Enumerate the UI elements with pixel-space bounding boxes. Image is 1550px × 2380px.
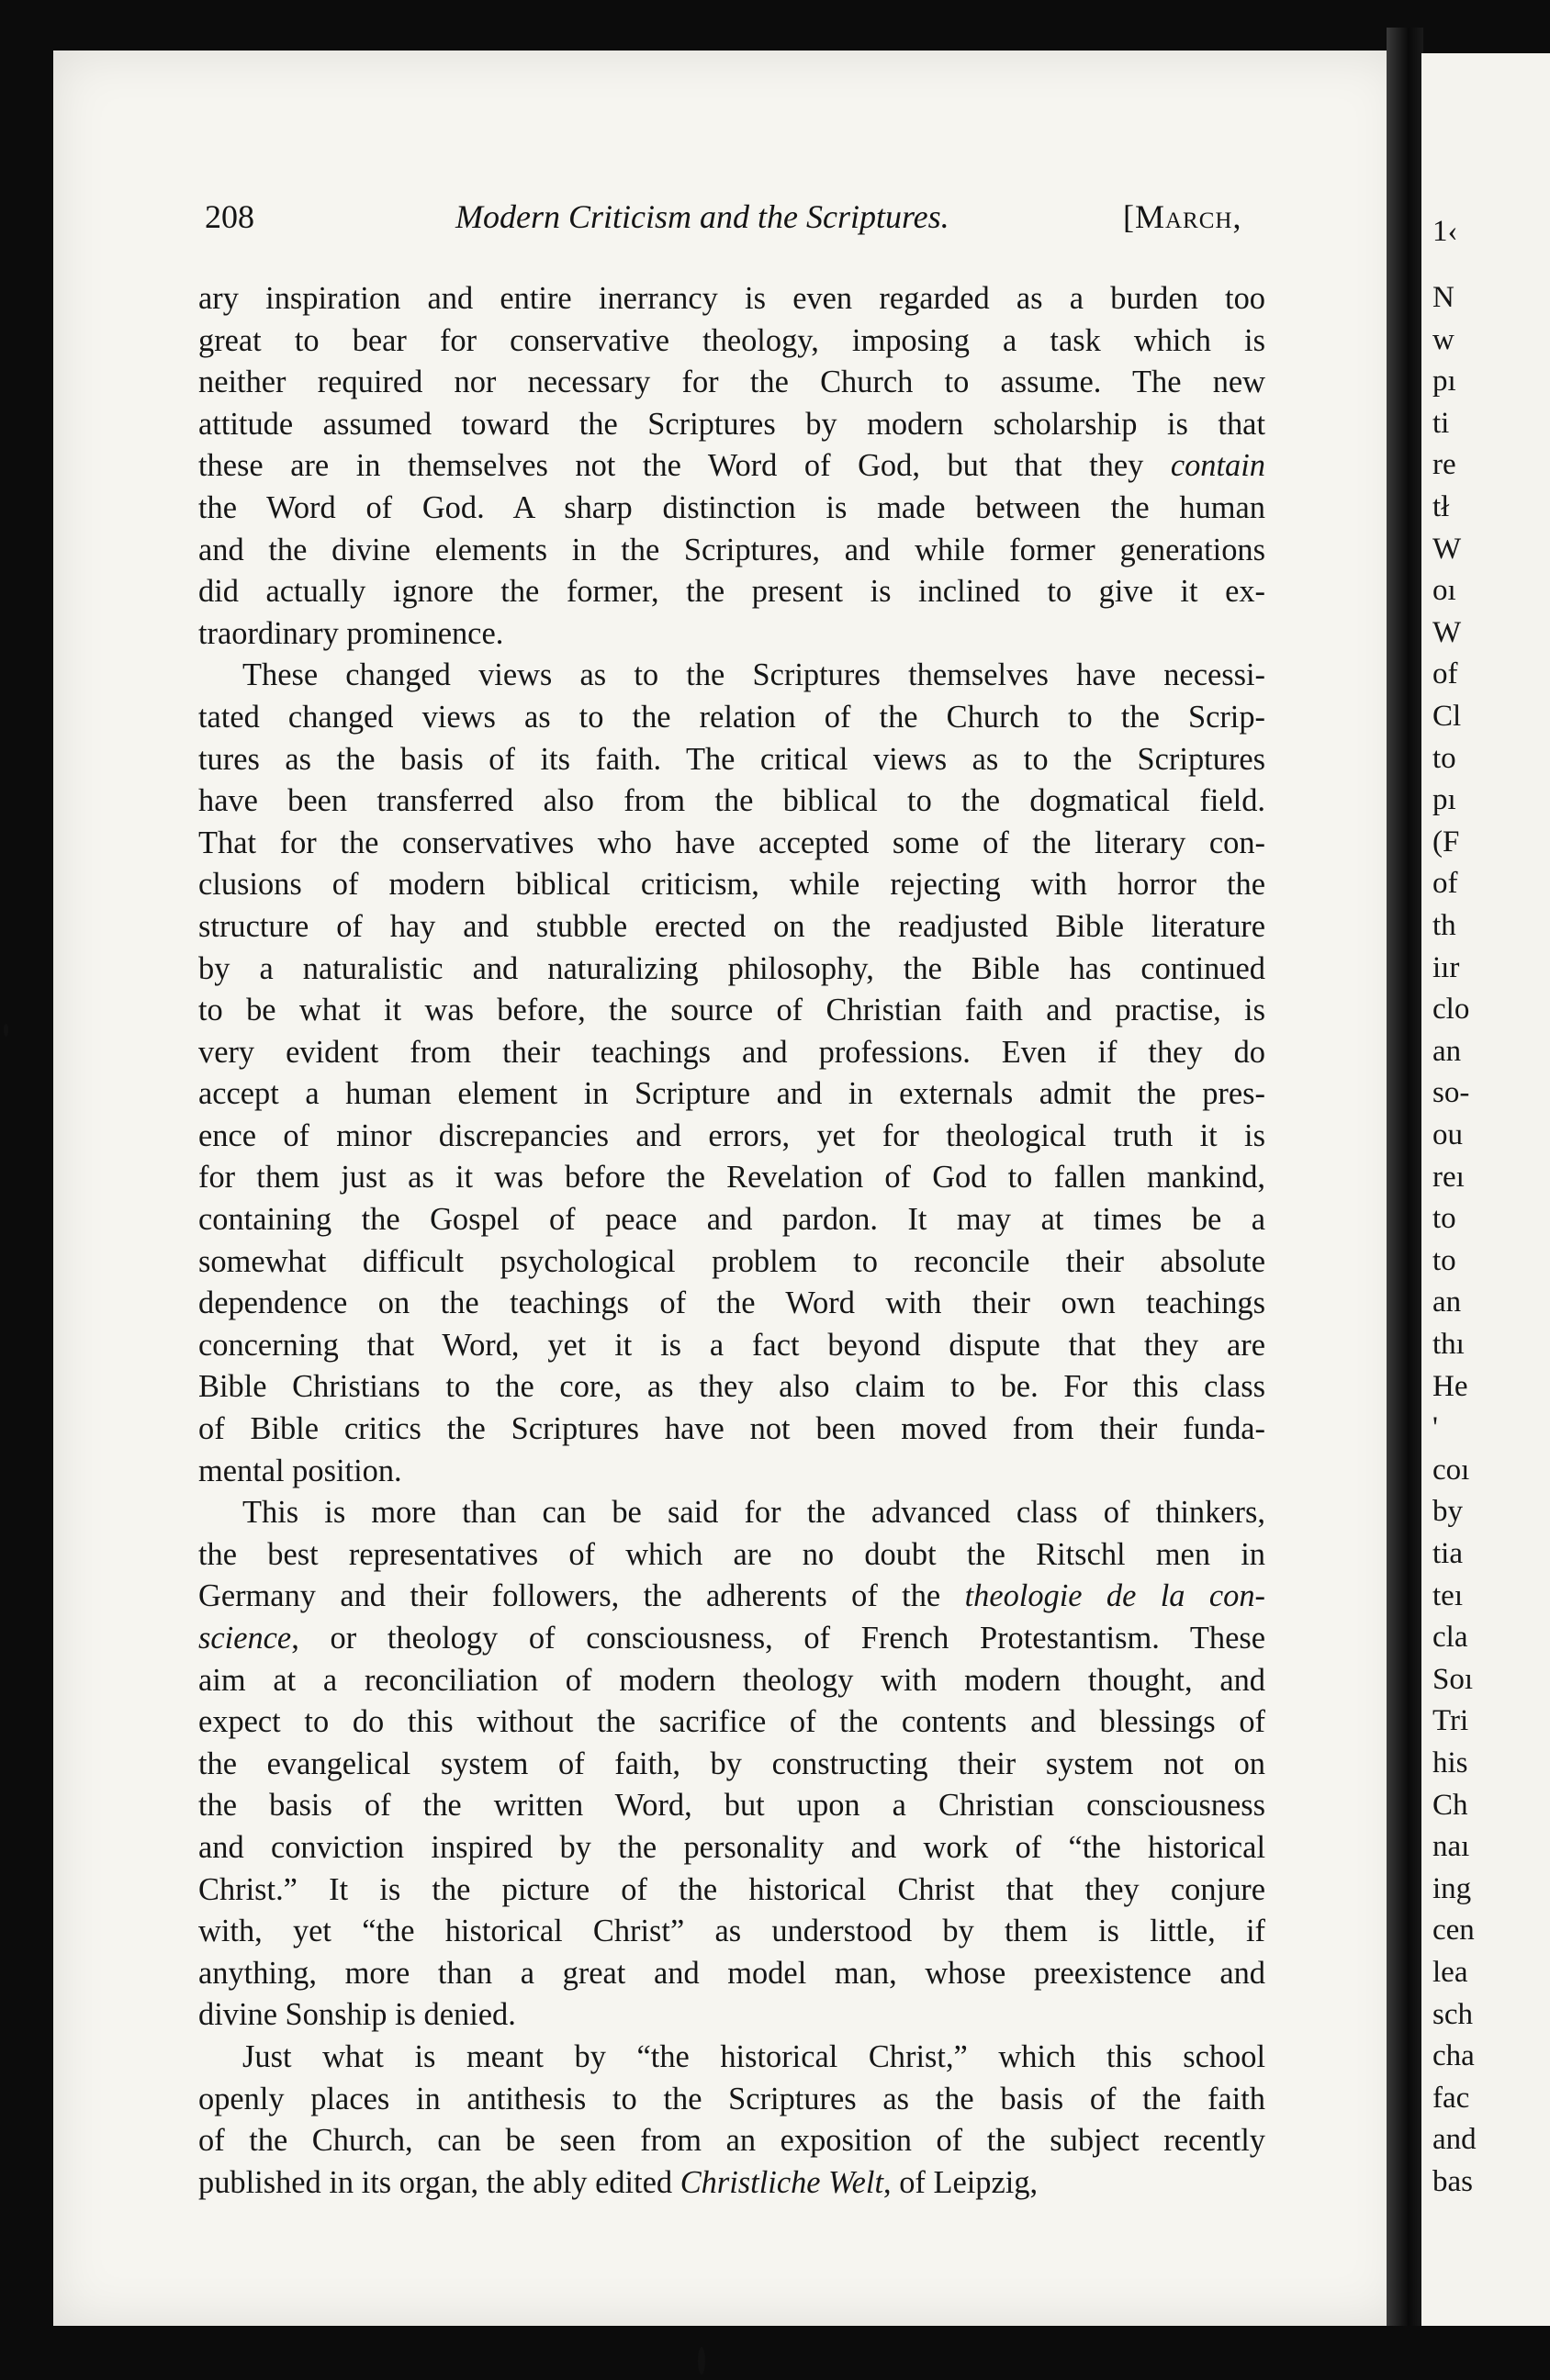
facing-page-fragment: W: [1432, 532, 1462, 566]
facing-page-fragment: w: [1432, 322, 1455, 356]
facing-page-fragment: (F: [1432, 825, 1460, 859]
text-line: these are in themselves not the Word of God, but that they contain: [198, 448, 1265, 484]
running-title: Modern Criticism and the Scriptures.: [455, 198, 949, 235]
facing-page-fragment: N: [1432, 281, 1455, 314]
text-line: containing the Gospel of peace and pardon. It may at times be a: [198, 1202, 1265, 1238]
text-line: ary inspiration and entire inerrancy is even regarded as a burden too: [198, 281, 1265, 316]
text-line: mental position.: [198, 1453, 402, 1488]
text-line: These changed views as to the Scriptures themselves have necessi-: [242, 657, 1265, 693]
text-line: That for the conservatives who have accepted some of the literary con-: [198, 825, 1265, 860]
facing-page-fragment: to: [1432, 1202, 1456, 1236]
text-line: structure of hay and stubble erected on the readjusted Bible literature: [198, 908, 1265, 944]
text-line: published in its organ, the ably edited Christliche Welt, of Leipzig,: [198, 2164, 1039, 2200]
facing-page-fragment: 1‹: [1432, 215, 1458, 248]
facing-page-fragment: re: [1432, 448, 1456, 482]
text-line: Just what is meant by “the historical Christ,” which this school: [242, 2038, 1265, 2074]
facing-page-fragment: tł: [1432, 490, 1450, 523]
text-line: anything, more than a great and model man, whose preexistence and: [198, 1955, 1265, 1991]
facing-page-fragment: to: [1432, 1243, 1456, 1277]
scan-speck: [4, 1024, 8, 1037]
text-line: and the divine elements in the Scriptures, and while former generations: [198, 532, 1265, 567]
facing-page-fragment: sch: [1432, 1997, 1473, 2031]
text-line: the Word of God. A sharp distinction is made between the human: [198, 489, 1265, 525]
facing-page-fragment: bas: [1432, 2165, 1473, 2198]
facing-page-fragment: Ch: [1432, 1788, 1468, 1822]
facing-page-fragment: oı: [1432, 574, 1456, 608]
text-line: clusions of modern biblical criticism, while rejecting with horror the: [198, 867, 1265, 903]
facing-page-fragment: th: [1432, 909, 1456, 942]
text-line: dependence on the teachings of the Word with their own teachings: [198, 1285, 1265, 1321]
text-line: the basis of the written Word, but upon a Christian consciousness: [198, 1788, 1265, 1824]
paragraph: [198, 2037, 1265, 2204]
text-line: concerning that Word, yet it is a fact beyond dispute that they are: [198, 1327, 1265, 1363]
text-line: for them just as it was before the Revelation of God to fallen mankind,: [198, 1160, 1265, 1196]
text-line: the evangelical system of faith, by constructing their system not on: [198, 1746, 1265, 1781]
facing-page-fragment: ou: [1432, 1118, 1463, 1151]
text-line: traordinary prominence.: [198, 615, 504, 651]
facing-page-fragment: so-: [1432, 1076, 1470, 1110]
text-line: of the Church, can be seen from an exposition of the subject recently: [198, 2123, 1265, 2159]
text-line: openly places in antithesis to the Scriptures as the basis of the faith: [198, 2081, 1265, 2116]
text-line: Germany and their followers, the adherents of the theologie de la con-: [198, 1578, 1265, 1614]
facing-page-fragment: ti: [1432, 406, 1450, 440]
text-line: Christ.” It is the picture of the historical Christ that they conjure: [198, 1871, 1265, 1907]
text-line: tures as the basis of its faith. The critical views as to the Scriptures: [198, 741, 1265, 777]
facing-page-fragment: Tri: [1432, 1704, 1469, 1738]
book-gutter: [1387, 28, 1423, 2351]
facing-page-fragment: ': [1432, 1411, 1438, 1445]
facing-page-fragment: coı: [1432, 1453, 1470, 1487]
facing-page-fragment: He: [1432, 1369, 1468, 1403]
facing-page-fragment: fac: [1432, 2081, 1470, 2115]
page-number: 208: [205, 198, 254, 235]
scan-bottom-border: [0, 2326, 1550, 2380]
text-line: somewhat difficult psychological problem to reconcile their absolute: [198, 1243, 1265, 1279]
facing-page-fragment: cen: [1432, 1914, 1475, 1948]
facing-page-fragment: by: [1432, 1495, 1463, 1529]
paragraph: [198, 1492, 1265, 2037]
text-line: with, yet “the historical Christ” as understood by them is little, if: [198, 1914, 1265, 1949]
facing-page-fragment: thı: [1432, 1328, 1465, 1361]
facing-page-fragment: lea: [1432, 1956, 1468, 1989]
text-line: aim at a reconciliation of modern theology with modern thought, and: [198, 1662, 1265, 1698]
facing-page-fragment: Cl: [1432, 700, 1462, 733]
text-line: and conviction inspired by the personality and work of “the historical: [198, 1829, 1265, 1865]
text-line: attitude assumed toward the Scriptures by modern scholarship is that: [198, 406, 1265, 442]
facing-page-fragment: of: [1432, 657, 1458, 691]
text-line: by a naturalistic and naturalizing philosophy, the Bible has continued: [198, 950, 1265, 986]
text-line: have been transferred also from the biblical to the dogmatical field.: [198, 783, 1265, 819]
facing-page-fragment: ing: [1432, 1871, 1472, 1905]
facing-page-fragment: an: [1432, 1034, 1462, 1068]
text-line: very evident from their teachings and professions. Even if they do: [198, 1034, 1265, 1070]
facing-page-fragment: reı: [1432, 1160, 1465, 1194]
text-line: ence of minor discrepancies and errors, yet for theological truth it is: [198, 1117, 1265, 1153]
text-line: accept a human element in Scripture and in externals admit the pres-: [198, 1076, 1265, 1112]
facing-page-fragment: teı: [1432, 1578, 1463, 1612]
facing-page-fragment: tia: [1432, 1537, 1463, 1570]
facing-page-fragment: iır: [1432, 950, 1460, 984]
facing-page-fragment: cha: [1432, 2039, 1475, 2073]
text-line: of Bible critics the Scriptures have not been moved from their funda-: [198, 1411, 1265, 1447]
facing-page-fragment: Soı: [1432, 1662, 1474, 1696]
text-line: Bible Christians to the core, as they also claim to be. For this class: [198, 1369, 1265, 1405]
facing-page-fragment: W: [1432, 615, 1462, 649]
running-head: [205, 197, 1263, 249]
text-line: neither required nor necessary for the Church to assume. The new: [198, 365, 1265, 400]
text-line: the best representatives of which are no doubt the Ritschl men in: [198, 1536, 1265, 1572]
facing-page-fragment: to: [1432, 741, 1456, 775]
running-month: [March,: [1123, 198, 1242, 235]
text-line: This is more than can be said for the advanced class of thinkers,: [242, 1495, 1265, 1531]
body-text: [198, 278, 1265, 2204]
paragraph: [198, 655, 1265, 1492]
text-line: tated changed views as to the relation of the Church to the Scrip-: [198, 699, 1265, 735]
facing-page-fragment: pı: [1432, 783, 1456, 817]
facing-page-fragment: an: [1432, 1285, 1462, 1319]
facing-page-fragment: pı: [1432, 365, 1456, 399]
text-line: science, or theology of consciousness, of French Protestantism. These: [198, 1621, 1265, 1656]
facing-page-edge: [1421, 53, 1550, 2330]
facing-page-fragment: cla: [1432, 1621, 1468, 1655]
facing-page-fragment: and: [1432, 2123, 1477, 2157]
text-line: did actually ignore the former, the present is inclined to give it ex-: [198, 574, 1265, 610]
facing-page-fragment: of: [1432, 867, 1458, 901]
paragraph: [198, 278, 1265, 655]
facing-page-fragment: his: [1432, 1746, 1468, 1779]
scan-speck: [698, 2347, 705, 2374]
text-line: great to bear for conservative theology, imposing a task which is: [198, 322, 1265, 358]
text-line: divine Sonship is denied.: [198, 1997, 516, 2033]
facing-page-fragment: clo: [1432, 993, 1470, 1027]
text-line: to be what it was before, the source of Christian faith and practise, is: [198, 993, 1265, 1028]
text-line: expect to do this without the sacrifice of the contents and blessings of: [198, 1704, 1265, 1740]
facing-page-fragment: naı: [1432, 1830, 1470, 1864]
